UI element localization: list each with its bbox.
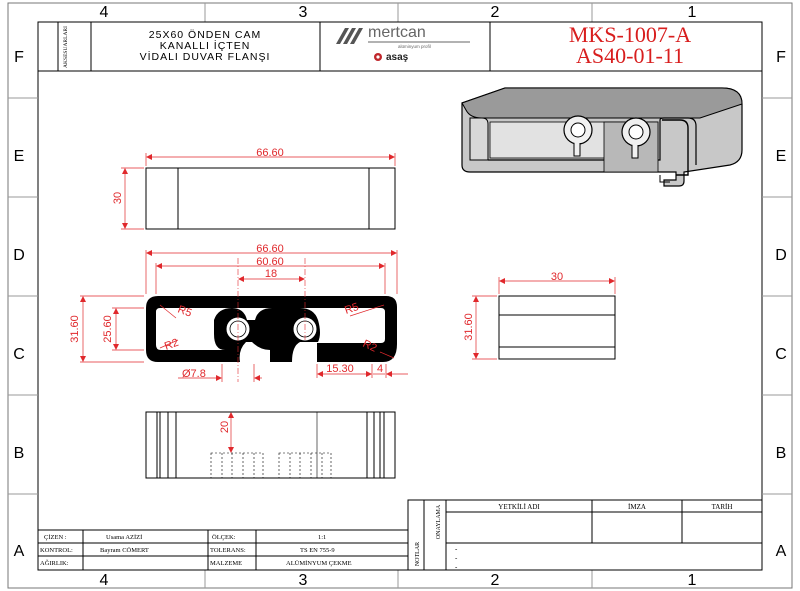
section-inner-height-dim: 25.60 bbox=[102, 315, 114, 343]
info-row-3-label: AĞIRLIK: bbox=[40, 560, 69, 567]
info-row-2-value2: TS EN 755-9 bbox=[300, 547, 335, 554]
product-name-line-2: KANALLI İÇTEN bbox=[159, 40, 251, 52]
grid-row-right-a: A bbox=[775, 543, 787, 560]
info-row-3-label2: MALZEME bbox=[210, 560, 243, 567]
section-view bbox=[69, 243, 408, 382]
partner-logo-text: asaş bbox=[386, 52, 409, 63]
title-block bbox=[38, 22, 762, 71]
info-block bbox=[38, 500, 762, 571]
grid-col-top-4: 1 bbox=[687, 4, 697, 21]
section-overall-height-dim: 31.60 bbox=[69, 315, 81, 343]
top-view-height-dim: 30 bbox=[112, 191, 124, 205]
top-view-width-dim: 66.60 bbox=[256, 147, 284, 159]
section-hole-spacing-dim: 18 bbox=[264, 268, 278, 280]
isometric-view bbox=[462, 88, 742, 186]
info-row-1-label2: ÖLÇEK: bbox=[212, 534, 236, 541]
notes-label: NOTLAR bbox=[415, 541, 421, 567]
grid-row-right-f: F bbox=[776, 49, 786, 66]
front-view bbox=[146, 412, 395, 478]
approval-header-signature: İMZA bbox=[628, 503, 646, 511]
grid-col-bottom-1: 4 bbox=[99, 572, 109, 589]
title-vertical-label: AKSESUARLARI bbox=[63, 26, 69, 68]
product-name-line-1: 25X60 ÖNDEN CAM bbox=[148, 29, 262, 41]
grid-row-right-e: E bbox=[775, 148, 787, 165]
company-logo-text: mertcan bbox=[368, 24, 426, 41]
product-name-line-3: VİDALI DUVAR FLANŞI bbox=[139, 51, 271, 63]
info-row-2-label: KONTROL: bbox=[40, 547, 73, 554]
grid-col-top-2: 3 bbox=[298, 4, 308, 21]
side-view bbox=[463, 271, 615, 359]
section-radius-bottom-right: R2 bbox=[360, 337, 379, 355]
grid-row-right-c: C bbox=[775, 346, 787, 363]
grid-col-top-3: 2 bbox=[490, 4, 500, 21]
side-view-height-dim: 31.60 bbox=[463, 313, 475, 341]
section-radius-left: R5 bbox=[175, 303, 194, 320]
grid-row-left-c: C bbox=[13, 346, 25, 363]
front-view-depth-dim: 20 bbox=[219, 420, 231, 434]
section-radius-bottom-left: R2 bbox=[162, 336, 181, 353]
mertcan-logo bbox=[336, 24, 470, 49]
section-overall-width-dim: 66.60 bbox=[256, 243, 284, 255]
section-lip-dim: 4 bbox=[376, 363, 384, 375]
asas-logo bbox=[374, 52, 409, 63]
info-row-2-label2: TOLERANS: bbox=[210, 547, 246, 554]
company-tagline: alüminyum profil bbox=[398, 44, 431, 49]
approval-header-name: YETKİLİ ADI bbox=[498, 503, 540, 511]
info-row-1-value: Usama AZİZİ bbox=[106, 534, 143, 541]
info-row-2-value: Bayram CÖMERT bbox=[100, 547, 149, 554]
grid-row-left-e: E bbox=[13, 148, 25, 165]
part-number: MKS-1007-A bbox=[568, 22, 692, 47]
side-view-width-dim: 30 bbox=[550, 271, 564, 283]
section-hole-diameter-dim: Ø7.8 bbox=[182, 368, 206, 380]
grid-row-left-a: A bbox=[13, 543, 25, 560]
info-row-1-label: ÇİZEN : bbox=[44, 534, 67, 541]
grid-col-bottom-4: 1 bbox=[687, 572, 697, 589]
grid-row-left-d: D bbox=[13, 247, 25, 264]
section-slot-offset-dim: 15.30 bbox=[326, 363, 354, 375]
section-radius-right: R5 bbox=[343, 301, 361, 317]
grid-row-right-b: B bbox=[775, 445, 787, 462]
info-row-1-value2: 1:1 bbox=[318, 534, 327, 541]
notes-dash-2: - bbox=[455, 554, 458, 562]
notes-dash-3: - bbox=[455, 563, 458, 571]
part-code: AS40-01-11 bbox=[576, 43, 684, 68]
grid-col-bottom-3: 2 bbox=[490, 572, 500, 589]
info-row-3-value2: ALÜMİNYUM ÇEKME bbox=[286, 560, 352, 567]
grid-col-bottom-2: 3 bbox=[298, 572, 308, 589]
approval-label: ONAYLAMA bbox=[436, 504, 442, 540]
notes-dash-1: - bbox=[455, 545, 458, 553]
approval-header-date: TARİH bbox=[711, 503, 733, 511]
top-view bbox=[112, 147, 395, 229]
grid-row-left-b: B bbox=[13, 445, 25, 462]
grid-row-left-f: F bbox=[14, 49, 24, 66]
grid-col-top-1: 4 bbox=[99, 4, 109, 21]
section-inner-width-dim: 60.60 bbox=[256, 256, 284, 268]
grid-row-right-d: D bbox=[775, 247, 787, 264]
